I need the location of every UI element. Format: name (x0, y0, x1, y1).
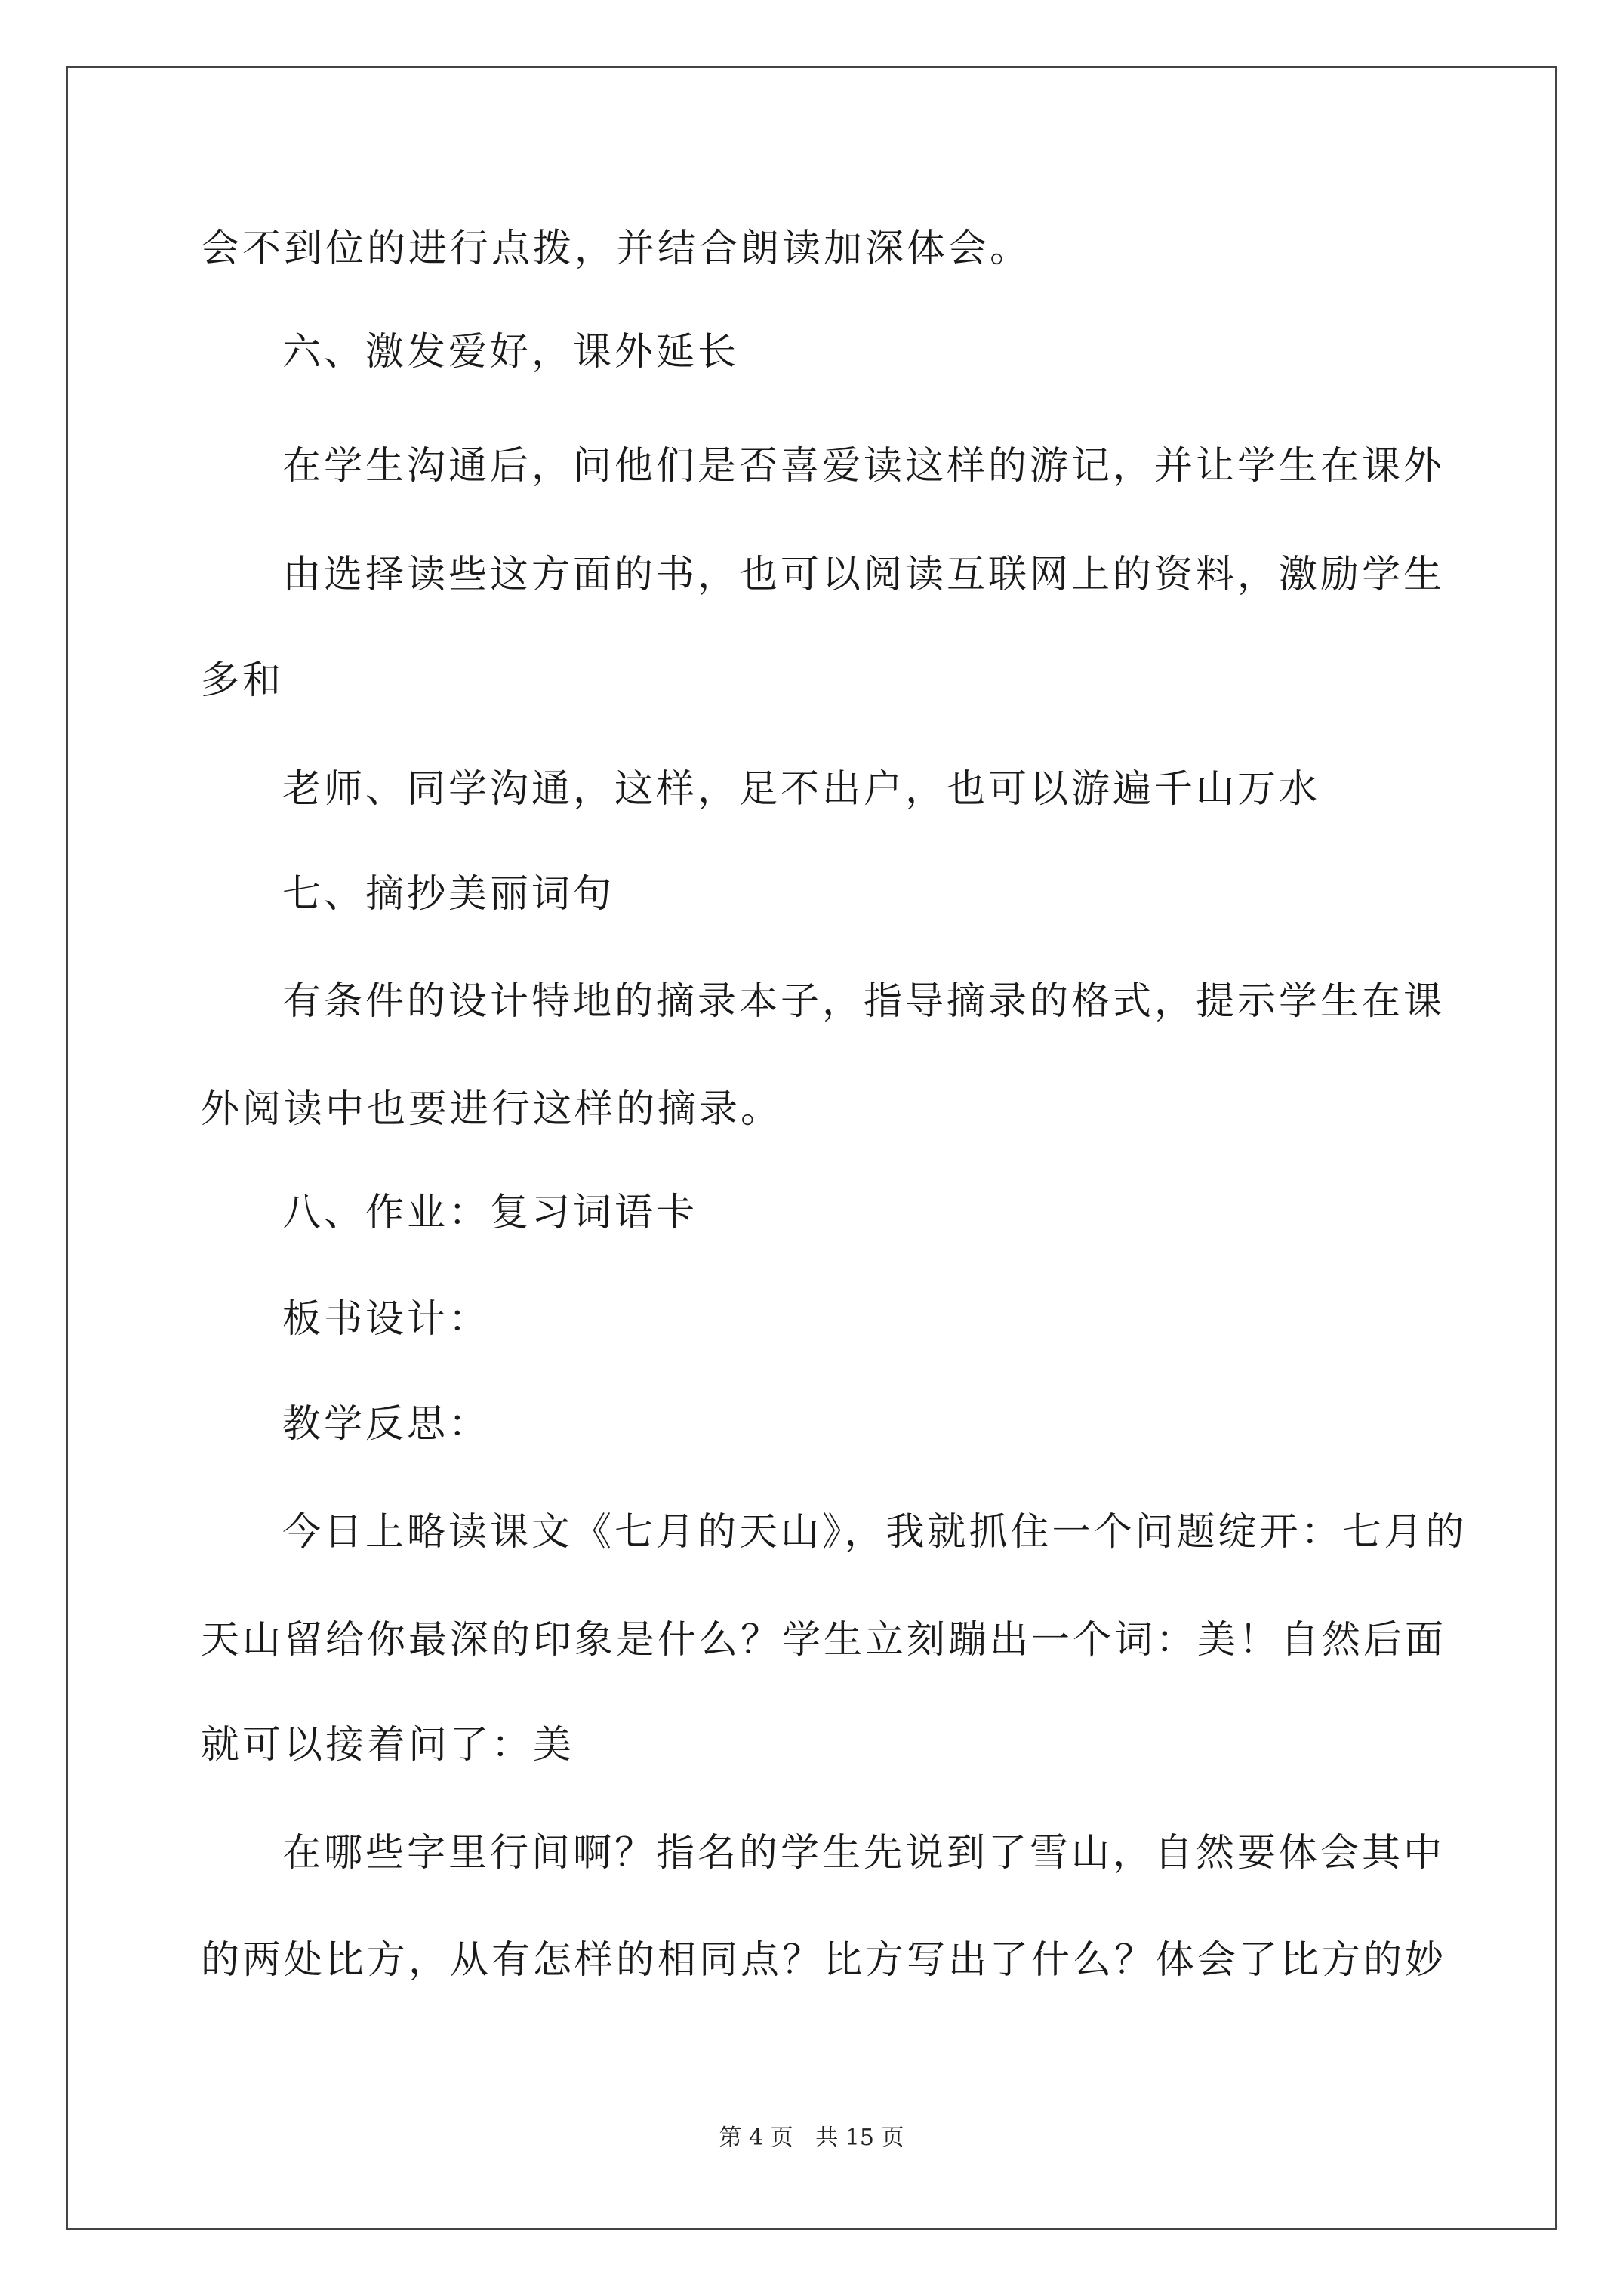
page-number: 第 4 页 (719, 2125, 793, 2151)
text-line: 多和 (201, 658, 285, 703)
text-line: 在学生沟通后，问他们是否喜爱读这样的游记，并让学生在课外 (282, 444, 1446, 488)
section-heading: 七、摘抄美丽词句 (282, 872, 615, 917)
text-line: 老师、同学沟通，这样，足不出户，也可以游遍千山万水 (282, 767, 1321, 812)
section-heading: 六、激发爱好，课外延长 (282, 330, 740, 374)
page-border (66, 66, 1557, 2230)
section-heading: 板书设计： (282, 1297, 491, 1342)
text-line: 有条件的设计特地的摘录本子，指导摘录的格式，提示学生在课 (282, 979, 1446, 1024)
text-line: 的两处比方，从有怎样的相同点？比方写出了什么？体会了比方的妙 (201, 1938, 1447, 1983)
section-heading: 教学反思： (282, 1402, 491, 1447)
page-footer (0, 2125, 1623, 2152)
text-line: 天山留给你最深的印象是什么？学生立刻蹦出一个词：美！自然后面 (201, 1618, 1447, 1663)
text-line: 就可以接着问了：美 (201, 1723, 575, 1767)
text-line: 今日上略读课文《七月的天山》，我就抓住一个问题绽开：七月的 (282, 1510, 1467, 1555)
page-total: 共 15 页 (815, 2125, 904, 2151)
text-line: 由选择读些这方面的书，也可以阅读互联网上的资料，激励学生 (282, 553, 1446, 597)
text-line: 外阅读中也要进行这样的摘录。 (201, 1087, 783, 1132)
section-heading: 八、作业：复习词语卡 (282, 1191, 698, 1235)
text-line: 在哪些字里行间啊？指名的学生先说到了雪山，自然要体会其中 (282, 1831, 1446, 1875)
text-line: 会不到位的进行点拨，并结合朗读加深体会。 (201, 227, 1032, 271)
